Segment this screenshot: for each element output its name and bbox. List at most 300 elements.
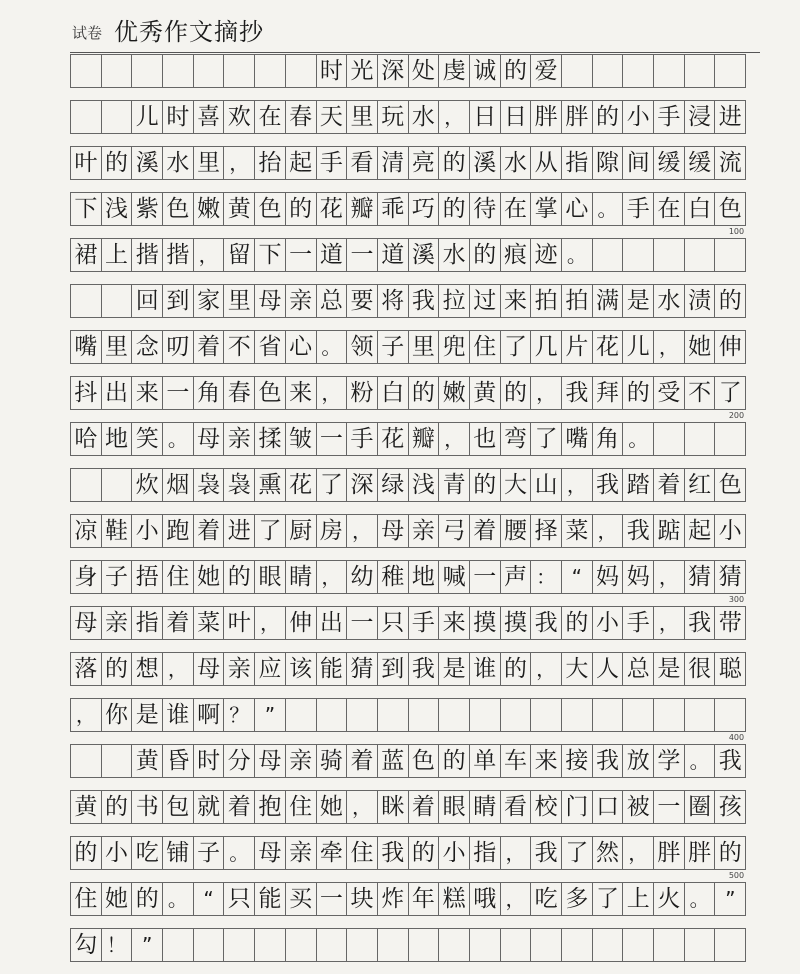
grid-cell: 要 bbox=[346, 284, 378, 318]
grid-cell: 地 bbox=[101, 422, 133, 456]
grid-cell: 指 bbox=[469, 836, 501, 870]
grid-cell: 子 bbox=[193, 836, 225, 870]
grid-cell: 眼 bbox=[438, 790, 470, 824]
grid-cell: 喜 bbox=[193, 100, 225, 134]
grid-cell: 火 bbox=[653, 882, 685, 916]
grid-cell: 水 bbox=[438, 238, 470, 272]
grid-cell: 片 bbox=[561, 330, 593, 364]
grid-row bbox=[70, 376, 746, 422]
grid-cell: 流 bbox=[714, 146, 746, 180]
grid-cell: 不 bbox=[223, 330, 255, 364]
grid-cell: 揉 bbox=[254, 422, 286, 456]
grid-cell: ， bbox=[653, 606, 685, 640]
grid-cell: 皱 bbox=[285, 422, 317, 456]
grid-cell: 日 bbox=[500, 100, 532, 134]
grid-cell bbox=[377, 928, 409, 962]
grid-cell: 胖 bbox=[530, 100, 562, 134]
grid-cell: 的 bbox=[622, 376, 654, 410]
grid-cell bbox=[684, 422, 716, 456]
grid-cell: 大 bbox=[500, 468, 532, 502]
grid-cell: 里 bbox=[193, 146, 225, 180]
grid-cell bbox=[285, 698, 317, 732]
grid-cell: 叨 bbox=[162, 330, 194, 364]
grid-cell: 抬 bbox=[254, 146, 286, 180]
grid-cell: 浅 bbox=[408, 468, 440, 502]
grid-cell: 诚 bbox=[469, 54, 501, 88]
grid-cell: 手 bbox=[622, 192, 654, 226]
grid-cell: 我 bbox=[408, 652, 440, 686]
grid-cell bbox=[714, 238, 746, 272]
grid-cell: 着 bbox=[653, 468, 685, 502]
grid-cell: 只 bbox=[223, 882, 255, 916]
grid-cell bbox=[653, 698, 685, 732]
header-title: 优秀作文摘抄 bbox=[114, 18, 264, 46]
grid-cell bbox=[254, 54, 286, 88]
grid-cell: 。 bbox=[684, 882, 716, 916]
grid-cell: 受 bbox=[653, 376, 685, 410]
grid-cell: 然 bbox=[592, 836, 624, 870]
grid-cell: 小 bbox=[131, 514, 163, 548]
grid-cell: 虔 bbox=[438, 54, 470, 88]
grid-cell: 白 bbox=[377, 376, 409, 410]
grid-cell: 校 bbox=[530, 790, 562, 824]
grid-cell: 伸 bbox=[714, 330, 746, 364]
grid-cell: 凉 bbox=[70, 514, 102, 548]
grid-cell: 儿 bbox=[131, 100, 163, 134]
grid-cell bbox=[408, 928, 440, 962]
grid-cell: 。 bbox=[592, 192, 624, 226]
grid-cell: 吃 bbox=[530, 882, 562, 916]
grid-cell: 谁 bbox=[162, 698, 194, 732]
grid-cell: 揩 bbox=[162, 238, 194, 272]
grid-cell: 着 bbox=[469, 514, 501, 548]
grid-cell: 摸 bbox=[500, 606, 532, 640]
grid-cell bbox=[162, 928, 194, 962]
grid-row bbox=[70, 192, 746, 238]
grid-cell: 踏 bbox=[622, 468, 654, 502]
grid-cell: 深 bbox=[346, 468, 378, 502]
grid-cell: 母 bbox=[254, 284, 286, 318]
grid-cell: 缓 bbox=[653, 146, 685, 180]
grid-cell: 母 bbox=[193, 652, 225, 686]
grid-cell: 出 bbox=[316, 606, 348, 640]
grid-cell: 猜 bbox=[346, 652, 378, 686]
grid-cell: 袅 bbox=[193, 468, 225, 502]
grid-cell bbox=[653, 928, 685, 962]
grid-cell: 瓣 bbox=[346, 192, 378, 226]
grid-cell: 腰 bbox=[500, 514, 532, 548]
grid-cell: ， bbox=[193, 238, 225, 272]
grid-cell: 缓 bbox=[684, 146, 716, 180]
grid-cell bbox=[285, 928, 317, 962]
grid-cell: 的 bbox=[500, 54, 532, 88]
grid-cell: 手 bbox=[408, 606, 440, 640]
grid-cell: 指 bbox=[561, 146, 593, 180]
grid-cell: 时 bbox=[316, 54, 348, 88]
grid-cell: 一 bbox=[469, 560, 501, 594]
grid-cell: ， bbox=[316, 560, 348, 594]
grid-cell: 日 bbox=[469, 100, 501, 134]
grid-cell: ， bbox=[530, 652, 562, 686]
grid-cell bbox=[684, 698, 716, 732]
grid-cell bbox=[714, 54, 746, 88]
grid-cell: 了 bbox=[714, 376, 746, 410]
character-count-marker: 200 bbox=[728, 411, 745, 420]
grid-cell: 是 bbox=[653, 652, 685, 686]
grid-cell: 了 bbox=[254, 514, 286, 548]
grid-cell: 妈 bbox=[622, 560, 654, 594]
grid-cell: 来 bbox=[530, 744, 562, 778]
grid-cell: 从 bbox=[530, 146, 562, 180]
grid-cell: 猜 bbox=[684, 560, 716, 594]
grid-cell: 我 bbox=[592, 744, 624, 778]
grid-cell: 身 bbox=[70, 560, 102, 594]
grid-cell: 叶 bbox=[223, 606, 255, 640]
grid-cell: 红 bbox=[684, 468, 716, 502]
grid-cell: 省 bbox=[254, 330, 286, 364]
grid-cell: 儿 bbox=[622, 330, 654, 364]
grid-cell: 着 bbox=[223, 790, 255, 824]
grid-cell bbox=[622, 698, 654, 732]
grid-cell: 爱 bbox=[530, 54, 562, 88]
writing-grid bbox=[70, 54, 746, 974]
grid-row bbox=[70, 744, 746, 790]
grid-cell: 水 bbox=[653, 284, 685, 318]
grid-cell: ， bbox=[561, 468, 593, 502]
grid-cell: ， bbox=[223, 146, 255, 180]
grid-cell: 母 bbox=[193, 422, 225, 456]
grid-row bbox=[70, 928, 746, 974]
grid-cell: 着 bbox=[193, 330, 225, 364]
grid-cell: 一 bbox=[162, 376, 194, 410]
grid-cell: 厨 bbox=[285, 514, 317, 548]
grid-cell: 住 bbox=[285, 790, 317, 824]
grid-cell bbox=[622, 54, 654, 88]
grid-cell: 房 bbox=[316, 514, 348, 548]
grid-cell: 圈 bbox=[684, 790, 716, 824]
grid-cell: 指 bbox=[131, 606, 163, 640]
grid-cell: 铺 bbox=[162, 836, 194, 870]
grid-cell: 。 bbox=[316, 330, 348, 364]
grid-cell: 我 bbox=[622, 514, 654, 548]
grid-cell: 亲 bbox=[223, 652, 255, 686]
grid-cell: 领 bbox=[346, 330, 378, 364]
grid-cell: 时 bbox=[193, 744, 225, 778]
grid-row bbox=[70, 238, 746, 284]
grid-cell: 该 bbox=[285, 652, 317, 686]
grid-cell: 角 bbox=[592, 422, 624, 456]
grid-cell: 光 bbox=[346, 54, 378, 88]
grid-cell: 炊 bbox=[131, 468, 163, 502]
grid-cell: 就 bbox=[193, 790, 225, 824]
grid-cell: 的 bbox=[131, 882, 163, 916]
grid-cell: 子 bbox=[101, 560, 133, 594]
grid-cell: 里 bbox=[346, 100, 378, 134]
grid-cell: 哈 bbox=[70, 422, 102, 456]
grid-cell: 花 bbox=[285, 468, 317, 502]
grid-cell: 亲 bbox=[285, 836, 317, 870]
grid-cell bbox=[714, 422, 746, 456]
grid-cell: 子 bbox=[377, 330, 409, 364]
grid-cell bbox=[653, 238, 685, 272]
grid-cell bbox=[592, 238, 624, 272]
grid-row bbox=[70, 652, 746, 698]
grid-cell: 择 bbox=[530, 514, 562, 548]
grid-cell bbox=[223, 54, 255, 88]
grid-cell: 母 bbox=[254, 744, 286, 778]
grid-row bbox=[70, 54, 746, 100]
grid-cell: 手 bbox=[653, 100, 685, 134]
grid-cell: 黄 bbox=[469, 376, 501, 410]
grid-cell: 色 bbox=[254, 192, 286, 226]
grid-cell bbox=[592, 928, 624, 962]
grid-cell: 亲 bbox=[223, 422, 255, 456]
grid-cell: 回 bbox=[131, 284, 163, 318]
grid-row bbox=[70, 560, 746, 606]
grid-cell: 上 bbox=[101, 238, 133, 272]
grid-cell: 山 bbox=[530, 468, 562, 502]
grid-cell: 的 bbox=[500, 376, 532, 410]
grid-cell: 住 bbox=[162, 560, 194, 594]
grid-cell: 亲 bbox=[285, 744, 317, 778]
grid-cell: 妈 bbox=[592, 560, 624, 594]
grid-cell: 能 bbox=[254, 882, 286, 916]
grid-cell: 总 bbox=[622, 652, 654, 686]
grid-cell: 青 bbox=[438, 468, 470, 502]
grid-cell: 在 bbox=[254, 100, 286, 134]
grid-cell: 一 bbox=[346, 606, 378, 640]
grid-cell: 道 bbox=[316, 238, 348, 272]
grid-cell bbox=[530, 928, 562, 962]
grid-row bbox=[70, 422, 746, 468]
grid-cell: 也 bbox=[469, 422, 501, 456]
grid-cell: 家 bbox=[193, 284, 225, 318]
grid-cell bbox=[101, 744, 133, 778]
grid-cell: 眯 bbox=[377, 790, 409, 824]
grid-cell: 渍 bbox=[684, 284, 716, 318]
grid-cell: 买 bbox=[285, 882, 317, 916]
grid-cell: 。 bbox=[684, 744, 716, 778]
grid-cell: 住 bbox=[70, 882, 102, 916]
grid-cell: 心 bbox=[561, 192, 593, 226]
grid-cell: “ bbox=[561, 560, 593, 594]
grid-cell: 的 bbox=[438, 146, 470, 180]
grid-cell: 只 bbox=[377, 606, 409, 640]
grid-cell: 了 bbox=[592, 882, 624, 916]
grid-cell: 总 bbox=[316, 284, 348, 318]
grid-cell bbox=[561, 928, 593, 962]
grid-cell: 花 bbox=[592, 330, 624, 364]
grid-cell: 拜 bbox=[592, 376, 624, 410]
grid-cell bbox=[438, 698, 470, 732]
grid-row bbox=[70, 100, 746, 146]
grid-cell: ” bbox=[714, 882, 746, 916]
grid-cell: 拍 bbox=[561, 284, 593, 318]
grid-cell: 小 bbox=[592, 606, 624, 640]
grid-cell: 亮 bbox=[408, 146, 440, 180]
grid-cell: 拉 bbox=[438, 284, 470, 318]
grid-cell: 胖 bbox=[561, 100, 593, 134]
grid-cell: 手 bbox=[316, 146, 348, 180]
grid-cell bbox=[500, 698, 532, 732]
grid-cell bbox=[530, 698, 562, 732]
grid-row bbox=[70, 468, 746, 514]
grid-cell: 的 bbox=[438, 192, 470, 226]
grid-cell: ， bbox=[530, 376, 562, 410]
grid-cell: 嫩 bbox=[438, 376, 470, 410]
grid-cell: 溪 bbox=[408, 238, 440, 272]
grid-cell: 熏 bbox=[254, 468, 286, 502]
grid-cell: 孩 bbox=[714, 790, 746, 824]
grid-cell: 进 bbox=[714, 100, 746, 134]
grid-cell: 很 bbox=[684, 652, 716, 686]
grid-cell: ， bbox=[653, 560, 685, 594]
grid-cell: 母 bbox=[377, 514, 409, 548]
grid-cell: 人 bbox=[592, 652, 624, 686]
grid-cell bbox=[162, 54, 194, 88]
grid-cell: 粉 bbox=[346, 376, 378, 410]
grid-cell: 的 bbox=[438, 744, 470, 778]
grid-cell: 起 bbox=[285, 146, 317, 180]
grid-cell: 稚 bbox=[377, 560, 409, 594]
grid-cell bbox=[101, 284, 133, 318]
grid-cell: 年 bbox=[408, 882, 440, 916]
grid-cell: 里 bbox=[223, 284, 255, 318]
grid-cell: 进 bbox=[223, 514, 255, 548]
grid-cell bbox=[101, 468, 133, 502]
grid-cell: 溪 bbox=[469, 146, 501, 180]
grid-cell: 春 bbox=[285, 100, 317, 134]
grid-cell bbox=[193, 54, 225, 88]
grid-cell: ， bbox=[500, 882, 532, 916]
character-count-marker: 400 bbox=[728, 733, 745, 742]
grid-cell: ， bbox=[70, 698, 102, 732]
grid-cell: 待 bbox=[469, 192, 501, 226]
grid-cell: 裙 bbox=[70, 238, 102, 272]
character-count-marker: 300 bbox=[728, 595, 745, 604]
grid-cell: 色 bbox=[162, 192, 194, 226]
grid-cell bbox=[622, 238, 654, 272]
grid-cell: 隙 bbox=[592, 146, 624, 180]
header-rule bbox=[70, 52, 760, 53]
grid-cell: 来 bbox=[500, 284, 532, 318]
grid-cell: ， bbox=[592, 514, 624, 548]
grid-cell: 浸 bbox=[684, 100, 716, 134]
grid-cell: ！ bbox=[101, 928, 133, 962]
grid-cell bbox=[316, 698, 348, 732]
grid-cell: 。 bbox=[223, 836, 255, 870]
grid-cell: 巧 bbox=[408, 192, 440, 226]
grid-row bbox=[70, 790, 746, 836]
grid-cell bbox=[346, 698, 378, 732]
grid-cell: 小 bbox=[438, 836, 470, 870]
grid-cell: 我 bbox=[592, 468, 624, 502]
grid-cell: 黄 bbox=[223, 192, 255, 226]
grid-cell: 牵 bbox=[316, 836, 348, 870]
grid-cell: 清 bbox=[377, 146, 409, 180]
grid-cell: 嘴 bbox=[70, 330, 102, 364]
grid-cell: 声 bbox=[500, 560, 532, 594]
grid-cell: 了 bbox=[500, 330, 532, 364]
grid-cell bbox=[684, 238, 716, 272]
grid-cell: 绿 bbox=[377, 468, 409, 502]
grid-cell: 到 bbox=[377, 652, 409, 686]
grid-cell: 聪 bbox=[714, 652, 746, 686]
grid-cell: 溪 bbox=[131, 146, 163, 180]
grid-cell: 着 bbox=[193, 514, 225, 548]
grid-cell: 的 bbox=[101, 146, 133, 180]
grid-cell: 的 bbox=[500, 652, 532, 686]
grid-cell bbox=[714, 928, 746, 962]
grid-cell bbox=[653, 54, 685, 88]
grid-row bbox=[70, 882, 746, 928]
grid-cell: 学 bbox=[653, 744, 685, 778]
grid-cell: 睛 bbox=[285, 560, 317, 594]
grid-cell: 谁 bbox=[469, 652, 501, 686]
grid-cell: 小 bbox=[714, 514, 746, 548]
grid-cell: 我 bbox=[408, 284, 440, 318]
grid-cell: 深 bbox=[377, 54, 409, 88]
grid-cell: 手 bbox=[622, 606, 654, 640]
grid-cell: 黄 bbox=[70, 790, 102, 824]
grid-cell: 胖 bbox=[684, 836, 716, 870]
grid-cell: 弓 bbox=[438, 514, 470, 548]
grid-cell: ， bbox=[346, 790, 378, 824]
grid-cell: ” bbox=[131, 928, 163, 962]
grid-cell: 分 bbox=[223, 744, 255, 778]
grid-cell: 的 bbox=[223, 560, 255, 594]
grid-cell bbox=[500, 928, 532, 962]
grid-cell: 幼 bbox=[346, 560, 378, 594]
grid-cell bbox=[70, 284, 102, 318]
grid-cell bbox=[684, 54, 716, 88]
grid-cell: 能 bbox=[316, 652, 348, 686]
grid-cell: 天 bbox=[316, 100, 348, 134]
grid-cell: 看 bbox=[346, 146, 378, 180]
grid-cell: 处 bbox=[408, 54, 440, 88]
grid-cell: 起 bbox=[684, 514, 716, 548]
grid-cell: 水 bbox=[500, 146, 532, 180]
grid-cell: 蓝 bbox=[377, 744, 409, 778]
grid-row bbox=[70, 330, 746, 376]
grid-cell: 里 bbox=[101, 330, 133, 364]
grid-cell: 小 bbox=[622, 100, 654, 134]
grid-cell: 兜 bbox=[438, 330, 470, 364]
grid-cell: 道 bbox=[377, 238, 409, 272]
grid-cell: 水 bbox=[162, 146, 194, 180]
grid-cell: 过 bbox=[469, 284, 501, 318]
grid-cell: 心 bbox=[285, 330, 317, 364]
grid-cell: 的 bbox=[408, 376, 440, 410]
grid-cell: 跑 bbox=[162, 514, 194, 548]
grid-cell: 的 bbox=[285, 192, 317, 226]
grid-cell: 的 bbox=[408, 836, 440, 870]
grid-cell: 的 bbox=[714, 284, 746, 318]
grid-cell: 书 bbox=[131, 790, 163, 824]
grid-cell bbox=[684, 928, 716, 962]
grid-cell: 色 bbox=[254, 376, 286, 410]
grid-cell: 出 bbox=[101, 376, 133, 410]
grid-cell: 上 bbox=[622, 882, 654, 916]
page-header bbox=[70, 8, 770, 48]
grid-cell bbox=[714, 698, 746, 732]
grid-cell: 浅 bbox=[101, 192, 133, 226]
grid-cell: 鞋 bbox=[101, 514, 133, 548]
grid-cell: 昏 bbox=[162, 744, 194, 778]
grid-cell: 被 bbox=[622, 790, 654, 824]
grid-cell: ， bbox=[316, 376, 348, 410]
grid-cell: 带 bbox=[714, 606, 746, 640]
